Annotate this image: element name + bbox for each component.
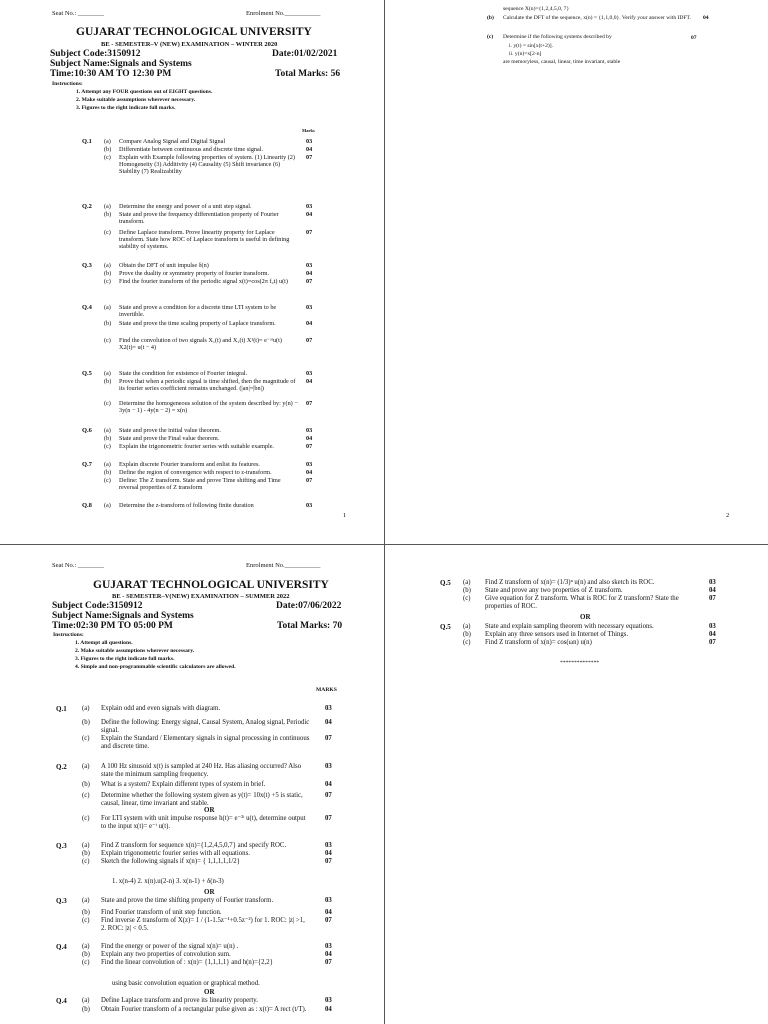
question-text: Explain any three sensors used in Internet of Things. bbox=[485, 631, 629, 638]
marks: 07 bbox=[709, 595, 716, 602]
part-label: (a) bbox=[82, 943, 90, 950]
question-text: State and prove the time shifting property of Fourier transform. bbox=[101, 897, 274, 904]
instruction-line: 2. Make suitable assumptions wherever necessary. bbox=[76, 97, 196, 103]
part-label: (a) bbox=[104, 461, 111, 468]
part-label: (c) bbox=[82, 917, 90, 924]
question-number: Q.7 bbox=[82, 461, 92, 468]
part-label: (c) bbox=[104, 443, 111, 450]
question-number: Q.4 bbox=[56, 997, 67, 1005]
instruction-line: 2. Make suitable assumptions wherever necessary. bbox=[75, 648, 195, 654]
part-label: (a) bbox=[104, 370, 111, 377]
marks: 04 bbox=[709, 587, 716, 594]
marks: 07 bbox=[325, 959, 332, 966]
question-text: Find Z transform of x(n)= cos(ωn) u(n) bbox=[485, 639, 592, 646]
question-text: Explain trigonometric fourier series with all equations. bbox=[101, 850, 250, 857]
page-number: 1 bbox=[343, 512, 347, 519]
part-label: (a) bbox=[82, 705, 90, 712]
part-label: (c) bbox=[487, 34, 494, 40]
part-label: (a) bbox=[82, 897, 90, 904]
part-label: (b) bbox=[104, 211, 112, 218]
question-number: Q.1 bbox=[56, 705, 67, 713]
question-text: Prove that when a periodic signal is time shifted, then the magnitude of its fourier series coefficient remains unchanged. (|an|=|bn|) bbox=[119, 378, 296, 393]
subject-name: Subject Name:Signals and Systems bbox=[52, 611, 194, 621]
marks: 04 bbox=[325, 1006, 332, 1013]
marks: 04 bbox=[306, 320, 313, 327]
university-title: GUJARAT TECHNOLOGICAL UNIVERSITY bbox=[93, 579, 329, 591]
marks: 07 bbox=[306, 400, 313, 407]
marks: 03 bbox=[325, 842, 332, 849]
question-text: Find the linear convolution of : x(n)= {1,1,1,1} and h(n)={2,2} bbox=[101, 959, 273, 966]
instructions-title: Instructions: bbox=[53, 632, 84, 638]
sub-item: using basic convolution equation or graphical method. bbox=[112, 980, 260, 987]
part-label: (c) bbox=[82, 792, 90, 799]
question-text: State and prove the frequency differentiation property of Fourier transform. bbox=[119, 211, 279, 226]
marks: 07 bbox=[325, 917, 332, 924]
question-number: Q.2 bbox=[82, 203, 92, 210]
part-label: (c) bbox=[82, 815, 90, 822]
question-text: Explain the Standard / Elementary signals in signal processing in continuous and discrete time. bbox=[101, 735, 310, 750]
marks: 03 bbox=[709, 579, 716, 586]
marks: 03 bbox=[325, 897, 332, 904]
part-label: (a) bbox=[104, 262, 111, 269]
question-number: Q.6 bbox=[82, 427, 92, 434]
question-number: Q.2 bbox=[56, 763, 67, 771]
marks: 07 bbox=[306, 477, 313, 484]
marks: 03 bbox=[306, 304, 313, 311]
part-label: (a) bbox=[104, 304, 111, 311]
question-text: Explain the trigonometric fourier series with suitable example. bbox=[119, 443, 274, 450]
sub-item: 1. x(n-4) 2. x(n).u(2-n) 3. x(n-1) + δ(n-3) bbox=[112, 878, 224, 885]
question-text: Prove the duality or symmetry property of fourier transform. bbox=[119, 270, 270, 277]
subject-code: Subject Code:3150912 bbox=[50, 49, 141, 59]
part-label: (c) bbox=[104, 477, 111, 484]
marks: 07 bbox=[306, 337, 313, 344]
part-label: (a) bbox=[104, 502, 111, 509]
question-text: Compare Analog Signal and Digital Signal bbox=[119, 138, 226, 145]
part-label: (b) bbox=[104, 435, 112, 442]
marks: 03 bbox=[306, 461, 313, 468]
question-text: Define the region of convergence with respect to z-transform. bbox=[119, 469, 272, 476]
question-text: Calculate the DFT of the sequence, x(n) = {1,1,0,0}. Verify your answer with IDFT. bbox=[503, 15, 691, 21]
marks: 07 bbox=[306, 278, 313, 285]
marks: 03 bbox=[306, 203, 313, 210]
part-label: (b) bbox=[104, 320, 112, 327]
marks: 07 bbox=[325, 792, 332, 799]
marks: 03 bbox=[325, 943, 332, 950]
exam-date: Date:07/06/2022 bbox=[276, 601, 342, 611]
marks: 04 bbox=[325, 850, 332, 857]
or-separator: OR bbox=[204, 988, 215, 996]
question-text: Differentiate between continuous and discrete time signal. bbox=[119, 146, 264, 153]
part-label: (b) bbox=[82, 1006, 90, 1013]
total-marks: Total Marks: 70 bbox=[277, 621, 343, 631]
exam-page-3 bbox=[0, 545, 384, 1024]
part-label: (b) bbox=[82, 781, 90, 788]
instruction-line: 3. Figures to the right indicate full marks. bbox=[76, 105, 176, 111]
question-text: Find the convolution of two signals X₁(t) and X₂(t) X¹(t)= e⁻ᵃᵗu(t) X2(t)= u(t − 4) bbox=[119, 337, 282, 352]
question-text: State and prove the initial value theorem. bbox=[119, 427, 221, 434]
question-number: Q.5 bbox=[82, 370, 92, 377]
marks: 07 bbox=[306, 229, 313, 236]
marks: 04 bbox=[306, 270, 313, 277]
question-text: Determine the z-transform of following finite duration bbox=[119, 502, 254, 509]
question-text: Give equation for Z transform. What is ROC for Z transform? State the properties of ROC. bbox=[485, 595, 679, 610]
part-label: (a) bbox=[82, 842, 90, 849]
question-number: Q.1 bbox=[82, 138, 92, 145]
or-separator: OR bbox=[580, 613, 591, 621]
part-label: (b) bbox=[82, 951, 90, 958]
instruction-line: 4. Simple and non-programmable scientific calculators are allowed. bbox=[75, 664, 236, 670]
question-text: Determine the homogeneous solution of the system described by: y(n) − 3y(n − 1) - 4y(n − 2) = x(n) bbox=[119, 400, 298, 415]
marks: 03 bbox=[709, 623, 716, 630]
question-text: Explain any two properties of convolution sum. bbox=[101, 951, 231, 958]
question-text: Determine the energy and power of a unit step signal. bbox=[119, 203, 252, 210]
subject-code: Subject Code:3150912 bbox=[52, 601, 143, 611]
marks: 03 bbox=[325, 997, 332, 1004]
instruction-line: 1. Attempt all questions. bbox=[75, 640, 133, 646]
question-text: Find Z transform for sequence x(n)={1,2,4,5,0,7} and specify ROC. bbox=[101, 842, 287, 849]
exam-time: Time:02:30 PM TO 05:00 PM bbox=[52, 621, 173, 631]
page-number: 2 bbox=[726, 512, 730, 519]
exam-date: Date:01/02/2021 bbox=[272, 49, 338, 59]
sub-item: i. y(t) = sin[x(t+2)]. bbox=[509, 43, 554, 49]
part-label: (a) bbox=[104, 203, 111, 210]
university-title: GUJARAT TECHNOLOGICAL UNIVERSITY bbox=[76, 26, 312, 38]
marks: 03 bbox=[306, 370, 313, 377]
question-text: Find inverse Z transform of X(z)= 1 / (1-1.5z⁻¹+0.5z⁻²) for 1. ROC: |z| >1, 2. ROC: |z| < 0.5. bbox=[101, 917, 305, 932]
question-text: State and explain sampling theorem with necessary equations. bbox=[485, 623, 654, 630]
part-label: (c) bbox=[104, 229, 111, 236]
marks: 03 bbox=[306, 502, 313, 509]
question-text: are memoryless, causal, linear, time invariant, stable bbox=[503, 59, 621, 65]
marks: 04 bbox=[325, 909, 332, 916]
question-number: Q.4 bbox=[56, 943, 67, 951]
question-number: Q.5 bbox=[440, 623, 451, 631]
marks: 04 bbox=[306, 378, 313, 385]
part-label: (b) bbox=[104, 378, 112, 385]
question-text: Define Laplace transform and prove its linearity property. bbox=[101, 997, 258, 1004]
marks: 04 bbox=[306, 211, 313, 218]
question-number: Q.3 bbox=[82, 262, 92, 269]
marks: 07 bbox=[325, 815, 332, 822]
part-label: (b) bbox=[104, 469, 112, 476]
marks: 03 bbox=[325, 705, 332, 712]
marks: 04 bbox=[325, 951, 332, 958]
exam-page-1 bbox=[0, 0, 384, 544]
question-number: Q.3 bbox=[56, 842, 67, 850]
part-label: (b) bbox=[82, 850, 90, 857]
question-text: Find Z transform of x(n)= (1/3)ⁿ u(n) and also sketch its ROC. bbox=[485, 579, 655, 586]
seat-number-label: Seat No.: ________ bbox=[52, 562, 104, 569]
question-number: Q.3 bbox=[56, 897, 67, 905]
marks: 07 bbox=[325, 858, 332, 865]
question-text: Explain discrete Fourier transform and enlist its features. bbox=[119, 461, 260, 468]
question-text: State and prove the time scaling property of Laplace transform. bbox=[119, 320, 276, 327]
part-label: (b) bbox=[463, 587, 471, 594]
part-label: (c) bbox=[104, 400, 111, 407]
part-label: (a) bbox=[104, 427, 111, 434]
marks: 03 bbox=[306, 427, 313, 434]
marks: 04 bbox=[325, 781, 332, 788]
continued-sequence: sequence X(n)={1,2,4,5,0, 7} bbox=[503, 6, 570, 12]
question-number: Q.5 bbox=[440, 579, 451, 587]
enrolment-number-label: Enrolment No.___________ bbox=[246, 10, 321, 17]
part-label: (c) bbox=[82, 858, 90, 865]
marks: 07 bbox=[325, 735, 332, 742]
part-label: (a) bbox=[82, 763, 90, 770]
question-text: Define the following: Energy signal, Causal System, Analog signal, Periodic signal. bbox=[101, 719, 310, 734]
part-label: (c) bbox=[104, 154, 111, 161]
or-separator: OR bbox=[204, 888, 215, 896]
part-label: (b) bbox=[463, 631, 471, 638]
question-text: Determine whether the following system given as y(t)= 10x(t) +5 is static, causal, linear, time invariant and stable. bbox=[101, 792, 303, 807]
question-text: State the condition for existence of Fourier integral. bbox=[119, 370, 248, 377]
question-text: Obtain Fourier transform of a rectangular pulse given as : x(t)= A rect (t/T). bbox=[101, 1006, 307, 1013]
part-label: (b) bbox=[487, 15, 494, 21]
part-label: (c) bbox=[82, 735, 90, 742]
subject-name: Subject Name:Signals and Systems bbox=[50, 59, 192, 69]
question-text: Explain with Example following properties of system. (1) Linearity (2) Homogeneity (3) Additivity (4) Causality (5) Shift invariance (6) Stability (7) Realizability bbox=[119, 154, 295, 176]
question-text: A 100 Hz sinusoid x(t) is sampled at 240 Hz. Has aliasing occurred? Also state the minimum sampling frequency. bbox=[101, 763, 302, 778]
part-label: (c) bbox=[463, 595, 471, 602]
question-text: Obtain the DFT of unit impulse δ(n) bbox=[119, 262, 209, 269]
question-text: State and prove a condition for a discrete time LTI system to be invertible. bbox=[119, 304, 277, 319]
marks: 03 bbox=[325, 763, 332, 770]
marks: 04 bbox=[325, 719, 332, 726]
part-label: (b) bbox=[82, 719, 90, 726]
marks: 03 bbox=[306, 262, 313, 269]
part-label: (a) bbox=[104, 138, 111, 145]
marks: 07 bbox=[709, 639, 716, 646]
marks: 04 bbox=[306, 146, 313, 153]
question-text: Find the energy or power of the signal x(n)= u(n) . bbox=[101, 943, 239, 950]
part-label: (a) bbox=[463, 579, 471, 586]
question-number: Q.4 bbox=[82, 304, 92, 311]
exam-page-4 bbox=[385, 545, 768, 1024]
marks: 07 bbox=[691, 35, 697, 41]
part-label: (c) bbox=[82, 959, 90, 966]
marks: 04 bbox=[306, 435, 313, 442]
enrolment-number-label: Enrolment No.___________ bbox=[246, 562, 321, 569]
question-text: State and prove the Final value theorem. bbox=[119, 435, 220, 442]
part-label: (c) bbox=[104, 337, 111, 344]
instruction-line: 1. Attempt any FOUR questions out of EIGHT questions. bbox=[76, 89, 213, 95]
question-number: Q.8 bbox=[82, 502, 92, 509]
exam-title: BE - SEMESTER–V(NEW) EXAMINATION – SUMMER 2022 bbox=[112, 593, 290, 600]
question-text: For LTI system with unit impulse response h(t)= e⁻²ᵗ u(t), determine output to the input x(t)= e⁻ᵗ u(t). bbox=[101, 815, 306, 830]
part-label: (b) bbox=[104, 270, 112, 277]
question-text: Define: The Z transform. State and prove Time shifting and Time reversal properties of Z transform bbox=[119, 477, 281, 492]
part-label: (c) bbox=[463, 639, 471, 646]
exam-page-2 bbox=[385, 0, 768, 544]
question-text: Define Laplace transform. Prove linearity property for Laplace transform. State how ROC of Laplace transform is useful in defining stability of systems. bbox=[119, 229, 290, 251]
part-label: (b) bbox=[104, 146, 112, 153]
marks: 04 bbox=[709, 631, 716, 638]
part-label: (a) bbox=[463, 623, 471, 630]
question-text: State and prove any two properties of Z transform. bbox=[485, 587, 623, 594]
exam-time: Time:10:30 AM TO 12:30 PM bbox=[50, 69, 172, 79]
marks-column-header: Marks bbox=[302, 128, 315, 133]
marks: 07 bbox=[306, 443, 313, 450]
sub-item: ii. y(n)=x[2-n] bbox=[509, 51, 542, 57]
question-text: Sketch the following signals if x(n)= { 1,1,1,1,1/2} bbox=[101, 858, 240, 865]
part-label: (a) bbox=[82, 997, 90, 1004]
marks-column-header: MARKS bbox=[316, 687, 337, 693]
marks: 03 bbox=[306, 138, 313, 145]
question-text: Find the fourier transform of the periodic signal x(t)=cos(2π f₀t) u(t) bbox=[119, 278, 288, 285]
seat-number-label: Seat No.: ________ bbox=[52, 10, 104, 17]
part-label: (c) bbox=[104, 278, 111, 285]
end-of-paper-stars: ************** bbox=[560, 660, 600, 666]
question-text: Determine if the following systems described by bbox=[503, 34, 612, 40]
question-text: What is a system? Explain different types of system in brief. bbox=[101, 781, 266, 788]
question-text: Find Fourier transform of unit step function. bbox=[101, 909, 222, 916]
total-marks: Total Marks: 56 bbox=[275, 69, 341, 79]
or-separator: OR bbox=[204, 806, 215, 814]
marks: 04 bbox=[306, 469, 313, 476]
question-text: Explain odd and even signals with diagram. bbox=[101, 705, 221, 712]
part-label: (b) bbox=[82, 909, 90, 916]
instruction-line: 3. Figures to the right indicate full marks. bbox=[75, 656, 175, 662]
exam-title: BE - SEMESTER–V (NEW) EXAMINATION – WINTER 2020 bbox=[101, 41, 278, 48]
marks: 07 bbox=[306, 154, 313, 161]
marks: 04 bbox=[703, 15, 709, 21]
instructions-title: Instructions: bbox=[52, 81, 83, 87]
